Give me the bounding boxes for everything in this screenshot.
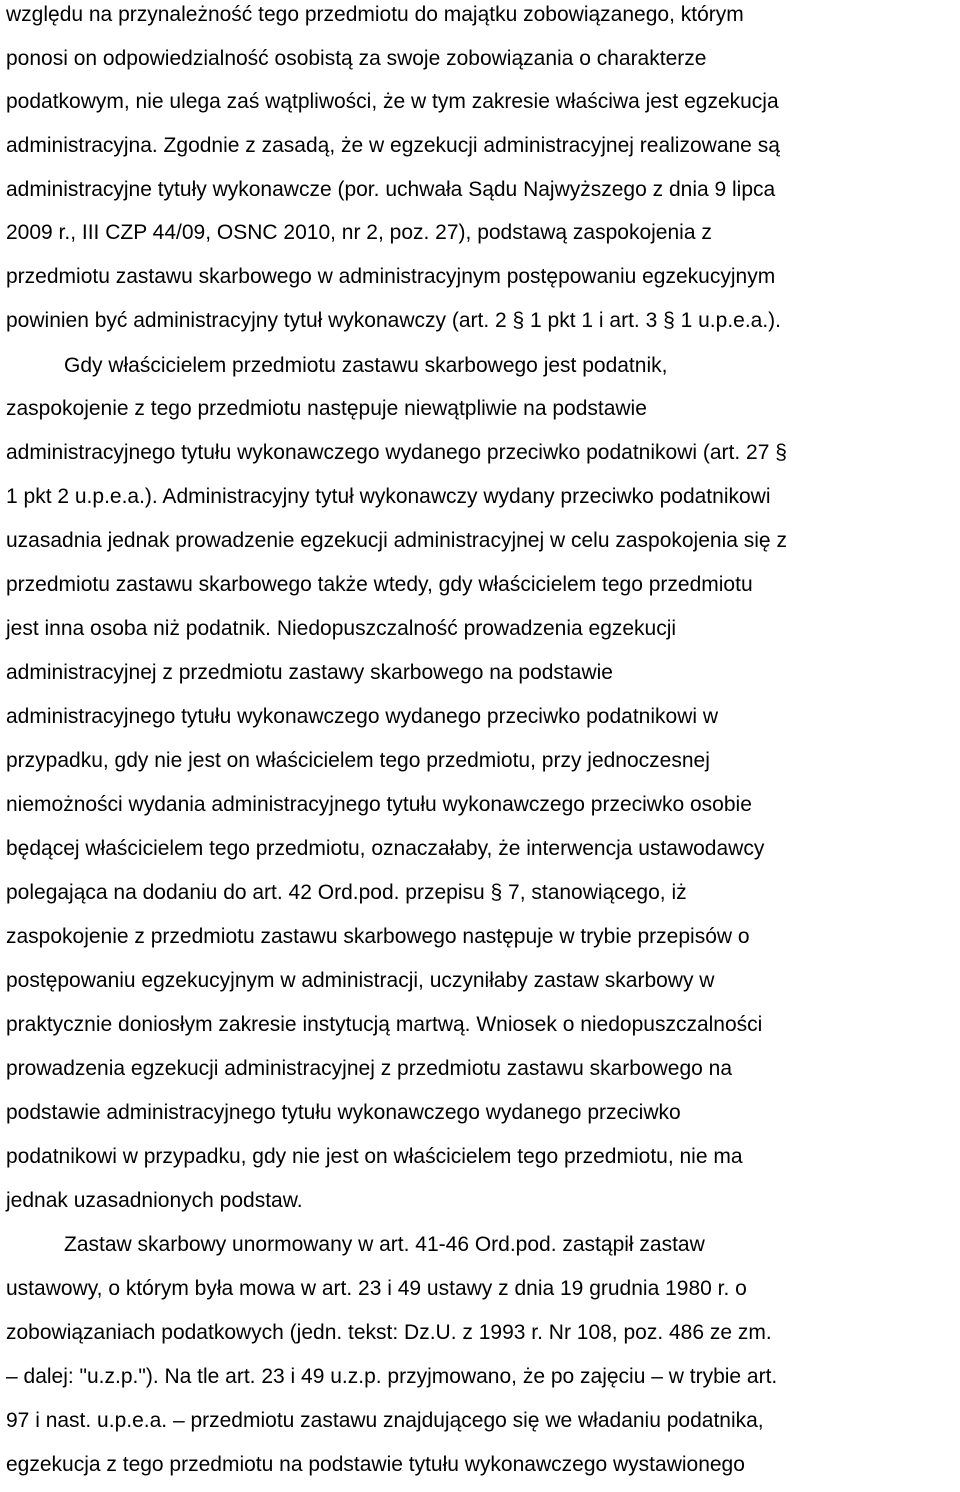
text-line: przedmiotu zastawu skarbowego w administracyjnym postępowaniu egzekucyjnym — [6, 265, 776, 288]
text-line: niemożności wydania administracyjnego tytułu wykonawczego przeciwko osobie — [6, 793, 752, 816]
text-line: jest inna osoba niż podatnik. Niedopuszczalność prowadzenia egzekucji — [6, 617, 677, 640]
text-line: jednak uzasadnionych podstaw. — [6, 1189, 303, 1212]
text-line: 1 pkt 2 u.p.e.a.). Administracyjny tytuł wykonawczy wydany przeciwko podatnikowi — [6, 485, 771, 508]
paragraph-first-line: Gdy właścicielem przedmiotu zastawu skarbowego jest podatnik, — [64, 354, 668, 377]
text-line: egzekucja z tego przedmiotu na podstawie tytułu wykonawczego wystawionego — [6, 1453, 745, 1476]
text-line: ustawowy, o którym była mowa w art. 23 i 49 ustawy z dnia 19 grudnia 1980 r. o — [6, 1277, 747, 1300]
text-line: zaspokojenie z przedmiotu zastawu skarbowego następuje w trybie przepisów o — [6, 925, 750, 948]
text-line: administracyjnego tytułu wykonawczego wydanego przeciwko podatnikowi w — [6, 705, 719, 728]
text-line: podatnikowi w przypadku, gdy nie jest on właścicielem tego przedmiotu, nie ma — [6, 1145, 743, 1168]
text-line: 2009 r., III CZP 44/09, OSNC 2010, nr 2, poz. 27), podstawą zaspokojenia z — [6, 221, 712, 244]
text-line: administracyjnej z przedmiotu zastawy skarbowego na podstawie — [6, 661, 613, 684]
text-line: 97 i nast. u.p.e.a. – przedmiotu zastawu znajdującego się we władaniu podatnika, — [6, 1409, 764, 1432]
text-line: administracyjna. Zgodnie z zasadą, że w egzekucji administracyjnej realizowane są — [6, 134, 780, 157]
text-line: będącej właścicielem tego przedmiotu, oznaczałaby, że interwencja ustawodawcy — [6, 837, 765, 860]
text-line: administracyjnego tytułu wykonawczego wydanego przeciwko podatnikowi (art. 27 § — [6, 441, 787, 464]
text-line: postępowaniu egzekucyjnym w administracji, uczyniłaby zastaw skarbowy w — [6, 969, 715, 992]
paragraph-first-line: Zastaw skarbowy unormowany w art. 41-46 Ord.pod. zastąpił zastaw — [64, 1233, 705, 1256]
text-line: podatkowym, nie ulega zaś wątpliwości, że w tym zakresie właściwa jest egzekucja — [6, 90, 779, 113]
text-line: administracyjne tytuły wykonawcze (por. uchwała Sądu Najwyższego z dnia 9 lipca — [6, 178, 776, 201]
text-line: przypadku, gdy nie jest on właścicielem tego przedmiotu, przy jednoczesnej — [6, 749, 710, 772]
text-line: ponosi on odpowiedzialność osobistą za swoje zobowiązania o charakterze — [6, 47, 707, 70]
text-line: podstawie administracyjnego tytułu wykonawczego wydanego przeciwko — [6, 1101, 681, 1124]
text-line: zobowiązaniach podatkowych (jedn. tekst: Dz.U. z 1993 r. Nr 108, poz. 486 ze zm. — [6, 1321, 772, 1344]
text-line: przedmiotu zastawu skarbowego także wtedy, gdy właścicielem tego przedmiotu — [6, 573, 753, 596]
text-line: zaspokojenie z tego przedmiotu następuje niewątpliwie na podstawie — [6, 397, 647, 420]
text-line: powinien być administracyjny tytuł wykonawczy (art. 2 § 1 pkt 1 i art. 3 § 1 u.p.e.a.). — [6, 309, 782, 332]
text-line: uzasadnia jednak prowadzenie egzekucji administracyjnej w celu zaspokojenia się z — [6, 529, 787, 552]
text-line: – dalej: "u.z.p."). Na tle art. 23 i 49 u.z.p. przyjmowano, że po zajęciu – w trybie art. — [6, 1365, 778, 1388]
text-line: polegająca na dodaniu do art. 42 Ord.pod. przepisu § 7, stanowiącego, iż — [6, 881, 687, 904]
text-line: prowadzenia egzekucji administracyjnej z przedmiotu zastawu skarbowego na — [6, 1057, 733, 1080]
text-line: względu na przynależność tego przedmiotu do majątku zobowiązanego, którym — [6, 3, 744, 26]
text-line: praktycznie doniosłym zakresie instytucją martwą. Wniosek o niedopuszczalności — [6, 1013, 763, 1036]
